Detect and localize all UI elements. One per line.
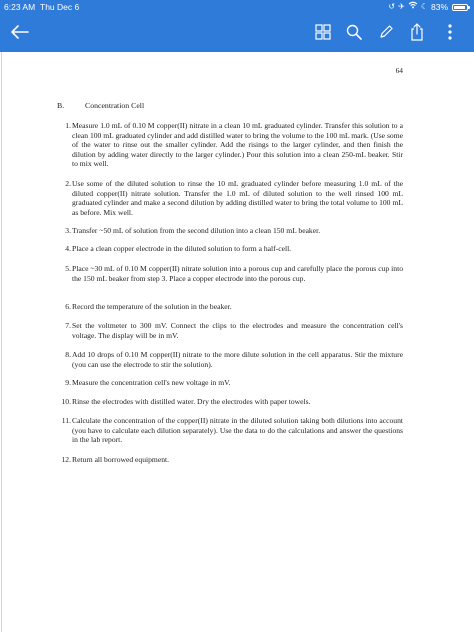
share-icon	[409, 23, 425, 41]
share-button[interactable]	[403, 18, 431, 46]
battery-percent: 83%	[430, 2, 448, 12]
step-text: Return all borrowed equipment.	[72, 455, 170, 464]
step-number: 6.	[65, 302, 71, 311]
status-time: 6:23 AM	[4, 2, 36, 12]
rotation-lock-icon: ↺	[388, 2, 396, 11]
step-text: Measure 1.0 mL of 0.10 M copper(II) nitrate in a clean 10 mL graduated cylinder. Transfer this solution to a clean 100 mL graduated cylinder and add distilled water to bring the volume to the 100 mL mark. (Use some of the water to rinse out the smaller cylinder. Add the risings to the larger cylinder, and then finish the dilution by adding water directly to the larger cylinder.) Pour this solution into a clean 250-mL beaker. Stir to mix well.	[72, 121, 403, 169]
section-letter: B.	[57, 101, 65, 110]
section-title: Concentration Cell	[85, 101, 145, 110]
grid-view-button[interactable]	[309, 18, 337, 46]
step-number: 8.	[65, 350, 71, 359]
step-number: 10.	[61, 397, 71, 406]
step-number: 11.	[61, 416, 71, 425]
step-number: 1.	[65, 121, 71, 130]
moon-icon: ☾	[420, 2, 428, 11]
toolbar-actions	[0, 14, 474, 52]
step-text: Use some of the diluted solution to rinse the 10 mL graduated cylinder before measuring 1.0 mL of the diluted copper(II) nitrate solution. Transfer the 1.0 mL of diluted solution to the well rinsed 100 mL graduated cylinder and make a second dilution by adding distilled water to bring the total volume to 100 mL as before. Mix well.	[72, 179, 403, 217]
battery-icon	[452, 4, 468, 11]
step-text: Calculate the concentration of the copper(II) nitrate in the diluted solution taking both dilutions into account (you have to calculate each dilution separately). Use the data to do the calculations and answer the questions in the lab report.	[72, 416, 403, 445]
step-number: 4.	[65, 244, 71, 253]
step-text: Place ~30 mL of 0.10 M copper(II) nitrate solution into a porous cup and carefully place the porous cup into the 150 mL beaker from step 3. Place a copper electrode into the porous cup.	[72, 264, 403, 283]
pen-icon	[378, 24, 394, 40]
back-arrow-icon	[10, 24, 30, 40]
step-text: Set the voltmeter to 300 mV. Connect the clips to the electrodes and measure the concentration cell's voltage. The display will be in mV.	[72, 321, 403, 340]
step-text: Rinse the electrodes with distilled water. Dry the electrodes with paper towels.	[72, 397, 311, 406]
step-text: Measure the concentration cell's new voltage in mV.	[72, 378, 231, 387]
more-vertical-icon	[447, 23, 453, 41]
step-number: 2.	[65, 179, 71, 188]
step-number: 9.	[65, 378, 71, 387]
step-text: Record the temperature of the solution in the beaker.	[72, 302, 232, 311]
status-indicators	[388, 0, 468, 14]
app-toolbar	[0, 0, 474, 52]
grid-view-icon	[315, 24, 331, 40]
step-number: 5.	[65, 264, 71, 273]
status-bar	[0, 0, 474, 14]
step-number: 12.	[61, 455, 71, 464]
page-number: 64	[395, 66, 403, 75]
status-date: Thu Dec 6	[40, 2, 80, 12]
annotate-button[interactable]	[372, 18, 400, 46]
back-button[interactable]	[6, 18, 34, 46]
step-text: Place a clean copper electrode in the diluted solution to form a half-cell.	[72, 244, 292, 253]
step-text: Add 10 drops of 0.10 M copper(II) nitrate to the more dilute solution in the cell apparatus. Stir the mixture (you can use the electrode to stir the solution).	[72, 350, 403, 369]
step-number: 7.	[65, 321, 71, 330]
page-edge	[1, 52, 2, 632]
search-icon	[346, 24, 362, 40]
step-number: 3.	[65, 226, 71, 235]
step-text: Transfer ~50 mL of solution from the second dilution into a clean 150 mL beaker.	[72, 226, 321, 235]
wifi-icon	[408, 0, 418, 14]
airplane-icon: ✈	[398, 2, 405, 11]
search-button[interactable]	[340, 18, 368, 46]
more-button[interactable]	[436, 18, 464, 46]
